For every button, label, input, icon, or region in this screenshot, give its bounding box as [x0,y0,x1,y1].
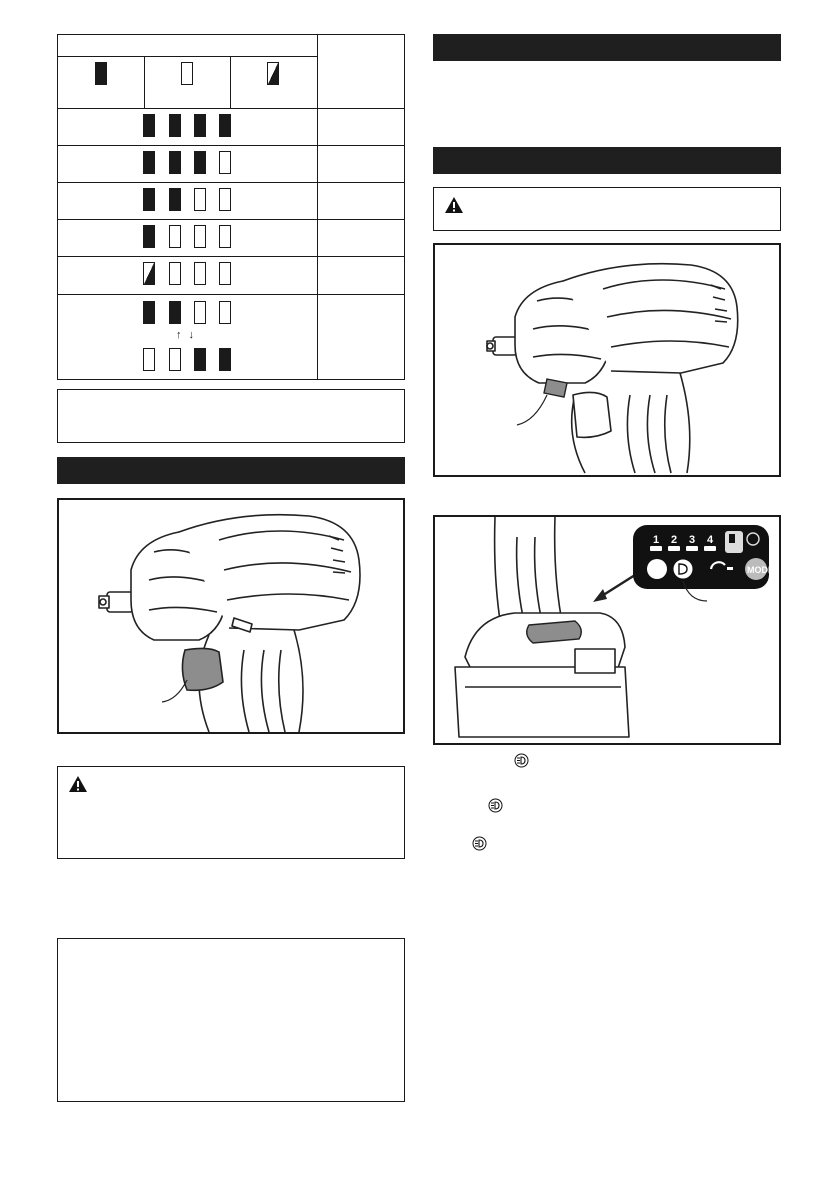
indicator-lamp-on [169,151,181,174]
legend-lamp-blinking [267,62,279,85]
section-header-bar [433,34,781,61]
indicator-lamp-on [219,114,231,137]
battery-indicator-table [57,34,405,380]
legend-lamp-on [95,62,107,85]
light-button-icon[interactable] [673,559,693,579]
indicator-lamp-on [169,188,181,211]
indicator-lamp-on [194,114,206,137]
table-row-rule [58,294,405,295]
mode-number-3: 3 [689,534,696,546]
legend-divider [144,56,145,108]
indicator-lamp-off [219,301,231,324]
table-column-divider [317,35,318,380]
mode-button-label: MODE [747,565,774,575]
indicator-lamp-blink [143,262,155,285]
indicator-lamp-on [194,348,206,371]
indicator-lamp-on [194,151,206,174]
warning-box [433,187,781,231]
impact-wrench-illustration [59,500,403,732]
mode-number-1: 1 [653,534,660,546]
mode-number-4: 4 [707,534,714,546]
section-header-bar [57,457,405,484]
light-button-icon [514,753,529,768]
note-box [57,389,405,443]
mode-number-2: 2 [671,534,678,546]
table-row-rule [58,219,405,220]
indicator-lamp-on [169,301,181,324]
light-button-icon [488,798,503,813]
indicator-lamp-on [143,114,155,137]
indicator-lamp-off [219,151,231,174]
indicator-lamp-on [143,151,155,174]
indicator-lamp-off [194,188,206,211]
light-button-icon [472,836,487,851]
indicator-lamp-on [143,225,155,248]
indicator-lamp-on [169,114,181,137]
legend-divider [230,56,231,108]
indicator-lamp-off [169,262,181,285]
warning-triangle-icon [444,196,464,214]
indicator-lamp-off [194,262,206,285]
table-row-rule [58,256,405,257]
warning-triangle-icon [68,775,88,793]
alternate-arrows: ↑ ↓ [176,329,197,341]
indicator-lamp-off [194,225,206,248]
table-header-rule [58,56,317,57]
indicator-lamp-on [219,348,231,371]
figure-reversing-switch [433,243,781,477]
assist-button-icon[interactable] [647,559,667,579]
indicator-lamp-on [143,188,155,211]
battery-tool-illustration [435,517,779,743]
indicator-lamp-off [194,301,206,324]
table-row-rule [58,108,405,109]
note-box-large [57,938,405,1102]
indicator-lamp-off [169,348,181,371]
section-header-bar [433,147,781,174]
indicator-lamp-on [143,301,155,324]
indicator-lamp-off [219,225,231,248]
table-row-rule [58,182,405,183]
figure-tool-trigger [57,498,405,734]
indicator-lamp-off [169,225,181,248]
indicator-lamp-off [219,262,231,285]
warning-box [57,766,405,859]
impact-wrench-side-illustration [435,245,779,475]
indicator-lamp-off [143,348,155,371]
indicator-lamp-off [219,188,231,211]
legend-lamp-off [181,62,193,85]
table-row-rule [58,145,405,146]
figure-control-panel [433,515,781,745]
